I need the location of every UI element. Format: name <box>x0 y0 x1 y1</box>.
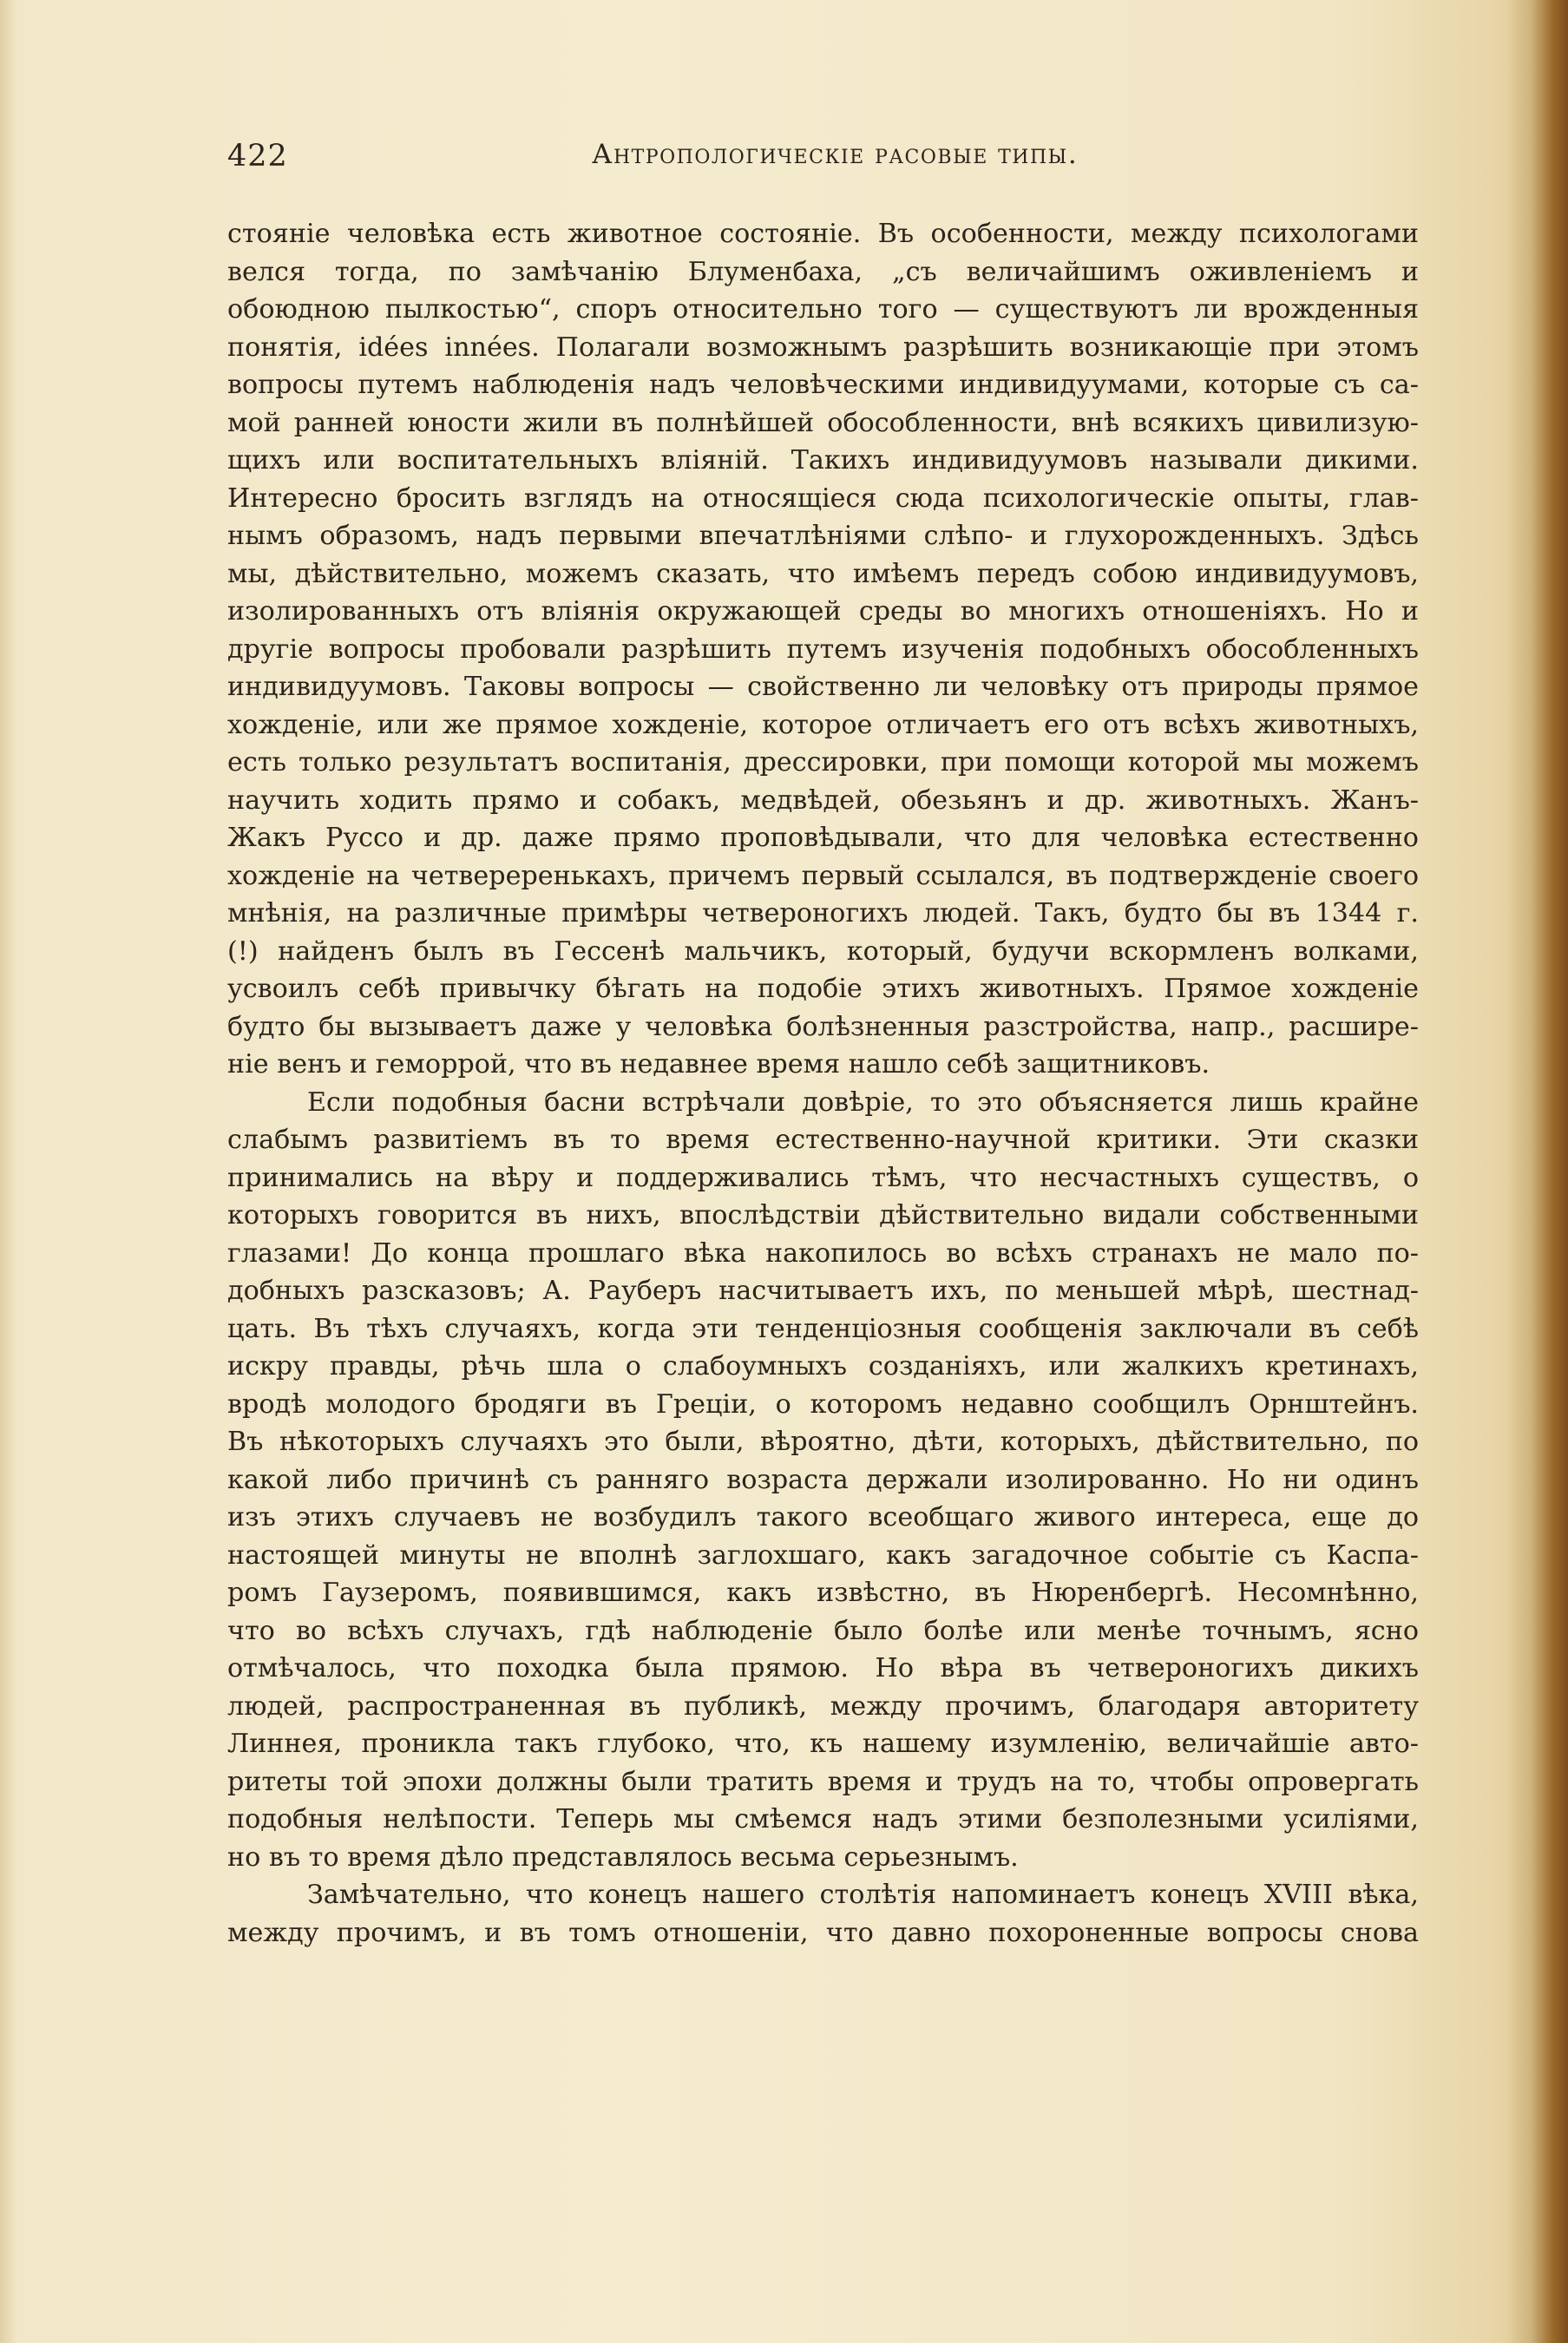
text-line: ніе венъ и геморрой, что въ недавнее время нашло себѣ защитниковъ. <box>227 1049 1210 1080</box>
text-line: изолированныхъ отъ вліянія окружающей среды во многихъ отношеніяхъ. Но и <box>227 596 1419 627</box>
text-line: изъ этихъ случаевъ не возбудилъ такого всеобщаго живого интереса, еще до <box>227 1502 1419 1532</box>
text-line: настоящей минуты не вполнѣ заглохшаго, какъ загадочное событіе съ Каспа- <box>227 1539 1419 1571</box>
text-line: мнѣнія, на различные примѣры четвероногихъ людей. Такъ, будто бы въ 1344 г. <box>227 898 1419 929</box>
text-line: есть только результатъ воспитанія, дрессировки, при помощи которой мы можемъ <box>227 747 1419 778</box>
text-line: обоюдною пылкостью“, споръ относительно того — существуютъ ли врожденныя <box>227 294 1419 325</box>
text-line: отмѣчалось, что походка была прямою. Но вѣра въ четвероногихъ дикихъ <box>227 1653 1419 1683</box>
text-line: какой либо причинѣ съ ранняго возраста держали изолированно. Но ни одинъ <box>227 1464 1419 1495</box>
text-line: ритеты той эпохи должны были тратить время и трудъ на то, чтобы опровергать <box>227 1766 1419 1797</box>
text-line: усвоилъ себѣ привычку бѣгать на подобіе этихъ животныхъ. Прямое хожденіе <box>227 974 1419 1004</box>
page-left-edge <box>0 0 17 2343</box>
text-line: цать. Въ тѣхъ случаяхъ, когда эти тенденціозныя сообщенія заключали въ себѣ <box>227 1313 1419 1344</box>
text-line: мы, дѣйствительно, можемъ сказать, что имѣемъ передъ собою индивидуумовъ, <box>227 558 1419 589</box>
text-line: щихъ или воспитательныхъ вліяній. Такихъ индивидуумовъ называли дикими. <box>227 445 1419 476</box>
text-line: мой ранней юности жили въ полнѣйшей обособленности, внѣ всякихъ цивилизую- <box>227 407 1419 438</box>
text-line: добныхъ разсказовъ; А. Рауберъ насчитываетъ ихъ, по меньшей мѣрѣ, шестнад- <box>227 1276 1419 1306</box>
text-line: хожденіе на четвереренькахъ, причемъ первый ссылался, въ подтвержденіе своего <box>227 860 1419 891</box>
body-text <box>227 215 1419 1952</box>
text-line: подобныя нелѣпости. Теперь мы смѣемся надъ этими безполезными усиліями, <box>227 1804 1419 1834</box>
text-line: которыхъ говорится въ нихъ, впослѣдствіи дѣйствительно видали собственными <box>227 1200 1419 1231</box>
text-line: людей, распространенная въ публикѣ, между прочимъ, благодаря авторитету <box>227 1690 1419 1722</box>
text-line: Въ нѣкоторыхъ случаяхъ это были, вѣроятно, дѣти, которыхъ, дѣйствительно, по <box>227 1427 1419 1457</box>
text-line: между прочимъ, и въ томъ отношеніи, что давно похороненные вопросы снова <box>227 1917 1419 1948</box>
text-line: Интересно бросить взглядъ на относящіеся сюда психологическіе опыты, глав- <box>227 482 1419 514</box>
text-line: слабымъ развитіемъ въ то время естественно-научной критики. Эти сказки <box>227 1125 1419 1155</box>
text-line: Замѣчательно, что конецъ нашего столѣтія напоминаетъ конецъ XVIII вѣка, <box>307 1880 1419 1910</box>
text-line: (!) найденъ былъ въ Гессенѣ мальчикъ, который, будучи вскормленъ волками, <box>227 935 1419 967</box>
text-line: Линнея, проникла такъ глубоко, что, къ нашему изумленію, величайшіе авто- <box>227 1729 1419 1759</box>
text-line: будто бы вызываетъ даже у человѣка болѣзненныя разстройства, напр., расшире- <box>227 1011 1419 1042</box>
text-line: Жакъ Руссо и др. даже прямо проповѣдывали, что для человѣка естественно <box>227 823 1419 853</box>
text-line: искру правды, рѣчь шла о слабоумныхъ созданіяхъ, или жалкихъ кретинахъ, <box>227 1351 1419 1382</box>
page-header <box>227 139 1416 191</box>
text-line: велся тогда, по замѣчанію Блуменбаха, „съ величайшимъ оживленіемъ и <box>227 256 1419 287</box>
text-line: научить ходить прямо и собакъ, медвѣдей, обезьянъ и др. животныхъ. Жанъ- <box>227 784 1419 816</box>
text-line: понятія, idées innées. Полагали возможнымъ разрѣшить возникающіе при этомъ <box>227 331 1419 363</box>
text-line: индивидуумовъ. Таковы вопросы — свойственно ли человѣку отъ природы прямое <box>227 672 1419 702</box>
text-line: принимались на вѣру и поддерживались тѣмъ, что несчастныхъ существъ, о <box>227 1162 1419 1193</box>
text-line: что во всѣхъ случахъ, гдѣ наблюденіе было болѣе или менѣе точнымъ, ясно <box>227 1615 1419 1646</box>
running-title: Антропологическіе расовые типы. <box>592 139 1079 170</box>
text-line: глазами! До конца прошлаго вѣка накопилось во всѣхъ странахъ не мало по- <box>227 1237 1419 1269</box>
text-line: но въ то время дѣло представлялось весьма серьезнымъ. <box>227 1841 1019 1873</box>
text-line: хожденіе, или же прямое хожденіе, которое отличаетъ его отъ всѣхъ животныхъ, <box>227 709 1419 740</box>
text-line: вопросы путемъ наблюденія надъ человѣческими индивидуумами, которые съ са- <box>227 370 1419 400</box>
text-line: стояніе человѣка есть животное состояніе. Въ особенности, между психологами <box>227 219 1419 249</box>
text-line: вродѣ молодого бродяги въ Греціи, о которомъ недавно сообщилъ Орнштейнъ. <box>227 1388 1419 1420</box>
text-line: нымъ образомъ, надъ первыми впечатлѣніями слѣпо- и глухорожденныхъ. Здѣсь <box>227 521 1419 551</box>
text-line: Если подобныя басни встрѣчали довѣріе, то это объясняется лишь крайне <box>307 1086 1419 1118</box>
text-line: другіе вопросы пробовали разрѣшить путемъ изученія подобныхъ обособленныхъ <box>227 633 1419 665</box>
page-number: 422 <box>227 139 288 174</box>
page-right-edge-binding <box>1507 0 1568 2343</box>
text-line: ромъ Гаузеромъ, появившимся, какъ извѣстно, въ Нюренбергѣ. Несомнѣнно, <box>227 1578 1419 1608</box>
